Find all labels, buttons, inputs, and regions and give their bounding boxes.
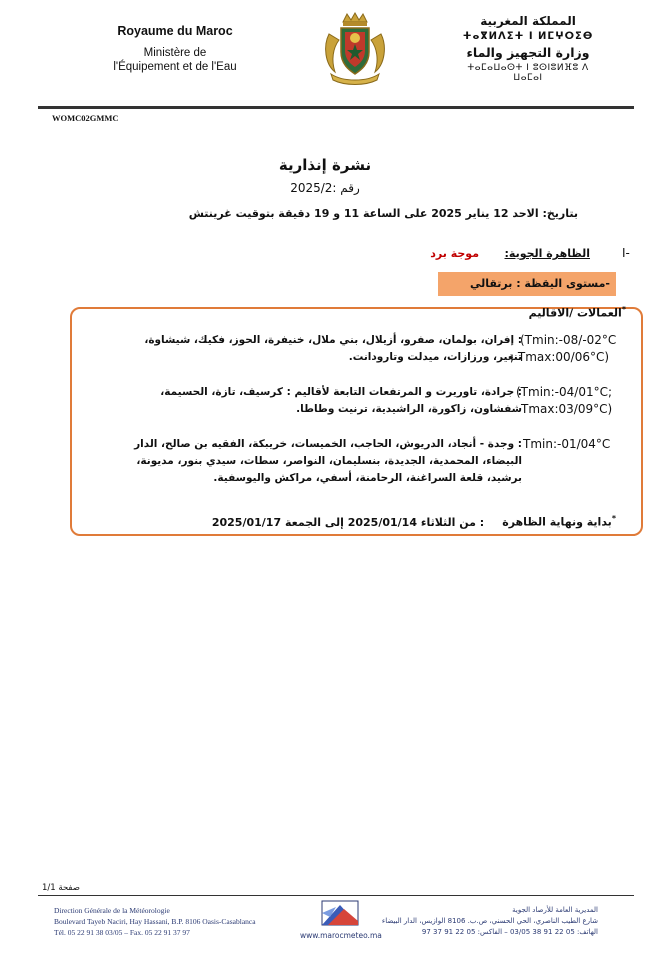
ministry-name-tifinagh: ⵜⴰⵎⴰⵡⴰⵙⵜ ⵏ ⵓⵙⵏⵓⵍⴼⵓ ⴷ ⵡⴰⵎⴰⵏ (467, 63, 589, 83)
zone-1-temp-line2: ; Tmax:00/06°C) (510, 350, 610, 364)
zone-2-temp-line2: Tmax:03/09°C) (521, 402, 613, 416)
phenomenon-value: موجة برد (430, 247, 480, 260)
asterisk-icon: * (611, 514, 616, 523)
kingdom-name-ar: المملكة المغربية (480, 14, 576, 28)
footer-phone-ar: الهاتف: 05 22 91 38 03/05 – الفاكس: 05 22 91 37 97 (421, 928, 598, 936)
regions-heading (529, 305, 626, 320)
bulletin-datetime: بتاريخ: الاحد 12 يناير 2025 على الساعة 11 و 19 دقيقة بتوقيت غرينتش (188, 207, 578, 220)
zone-3-provinces: : وجدة - أنجاد، الدريوش، الحاجب، الخميسات، خريبكة، الفقيه بن صالح، الدار البيضاء، المحمدية، الجديدة، بنسليمان، النواصر، سطات، سيدي بنور، مديونة، برشيد، قلعة السراغنة، الرحامنة، أسفي، مراكش واليوسفية. (134, 438, 522, 484)
regions-heading-text: العمالات /الاقاليم (528, 306, 622, 320)
footer-address-fr: Boulevard Tayeb Naciri, Hay Hassani, B.P. 8106 Oasis-Casablanca (54, 917, 256, 926)
footer-arabic (368, 905, 598, 938)
period-dates: : من الثلاثاء 2025/01/14 إلى الجمعة 2025/01/17 (211, 515, 485, 529)
footer-org-fr: Direction Générale de la Météorologie (54, 906, 170, 915)
zone-3-temp-line1: Tmin:-01/04°C (523, 437, 611, 451)
zone-1-temp-line1: (Tmin:-08/-02°C (520, 333, 617, 347)
kingdom-name-fr: Royaume du Maroc (117, 24, 233, 38)
asterisk-icon: * (621, 305, 626, 314)
phenomenon-label: الظاهرة الجوية: (504, 247, 590, 260)
alert-level-badge: -مستوى اليقظة : برتقالي (438, 272, 616, 296)
zone-2-temp-line1: (Tmin:-04/01°C; (516, 385, 613, 399)
bulletin-title: نشرة إنذارية (278, 156, 372, 174)
ministry-name-ar: وزارة التجهيز والماء (466, 45, 590, 60)
period-label: بداية ونهاية الظاهرة (502, 515, 612, 529)
ministry-name-fr: l'Équipement et de l'Eau (113, 61, 237, 73)
footer-phone-fr: Tél. 05 22 91 38 03/05 – Fax. 05 22 91 37 97 (54, 928, 190, 937)
period-row (212, 514, 616, 529)
header-arabic (458, 14, 598, 83)
footer-url: www.marocmeteo.ma (300, 931, 382, 940)
section-number: I- (622, 246, 630, 260)
footer-org-ar: المديرية العامة للأرصاد الجوية (512, 906, 598, 914)
footer-french (54, 905, 256, 938)
zone-2-provinces: : جرادة، تاوريرت و المرتفعات التابعة لأقاليم : كرسيف، تازة، الحسيمة، شفشاون، زاكورة، الراشيدية، ترنيت وطاطا. (160, 386, 522, 415)
ministry-line-fr: Ministère de (143, 47, 207, 59)
header-divider (38, 106, 634, 109)
royal-coat-of-arms-icon (321, 12, 389, 86)
footer-address-ar: شارع الطيب الناصري، الحي الحسني، ص.ب. 8106 الوازيس، الدار البيضاء (381, 917, 598, 925)
maroc-meteo-logo-icon (318, 895, 362, 929)
header-french (95, 24, 255, 74)
bulletin-number: رقم :2025/2 (290, 181, 360, 195)
phenomenon-row (430, 247, 590, 260)
zone-1-provinces: : إفران، بولمان، صفرو، أزيلال، بني ملال، خنيفرة، الحوز، فكيك، شيشاوة، تنغير، ورزازات، ميدلت وتارودانت. (144, 334, 522, 363)
kingdom-name-tifinagh: ⵜⴰⴳⵍⴷⵉⵜ ⵏ ⵍⵎⵖⵔⵉⴱ (462, 31, 594, 42)
page-number: صفحة 1/1 (42, 883, 80, 893)
document-reference: WOMC02GMMC (52, 113, 119, 123)
